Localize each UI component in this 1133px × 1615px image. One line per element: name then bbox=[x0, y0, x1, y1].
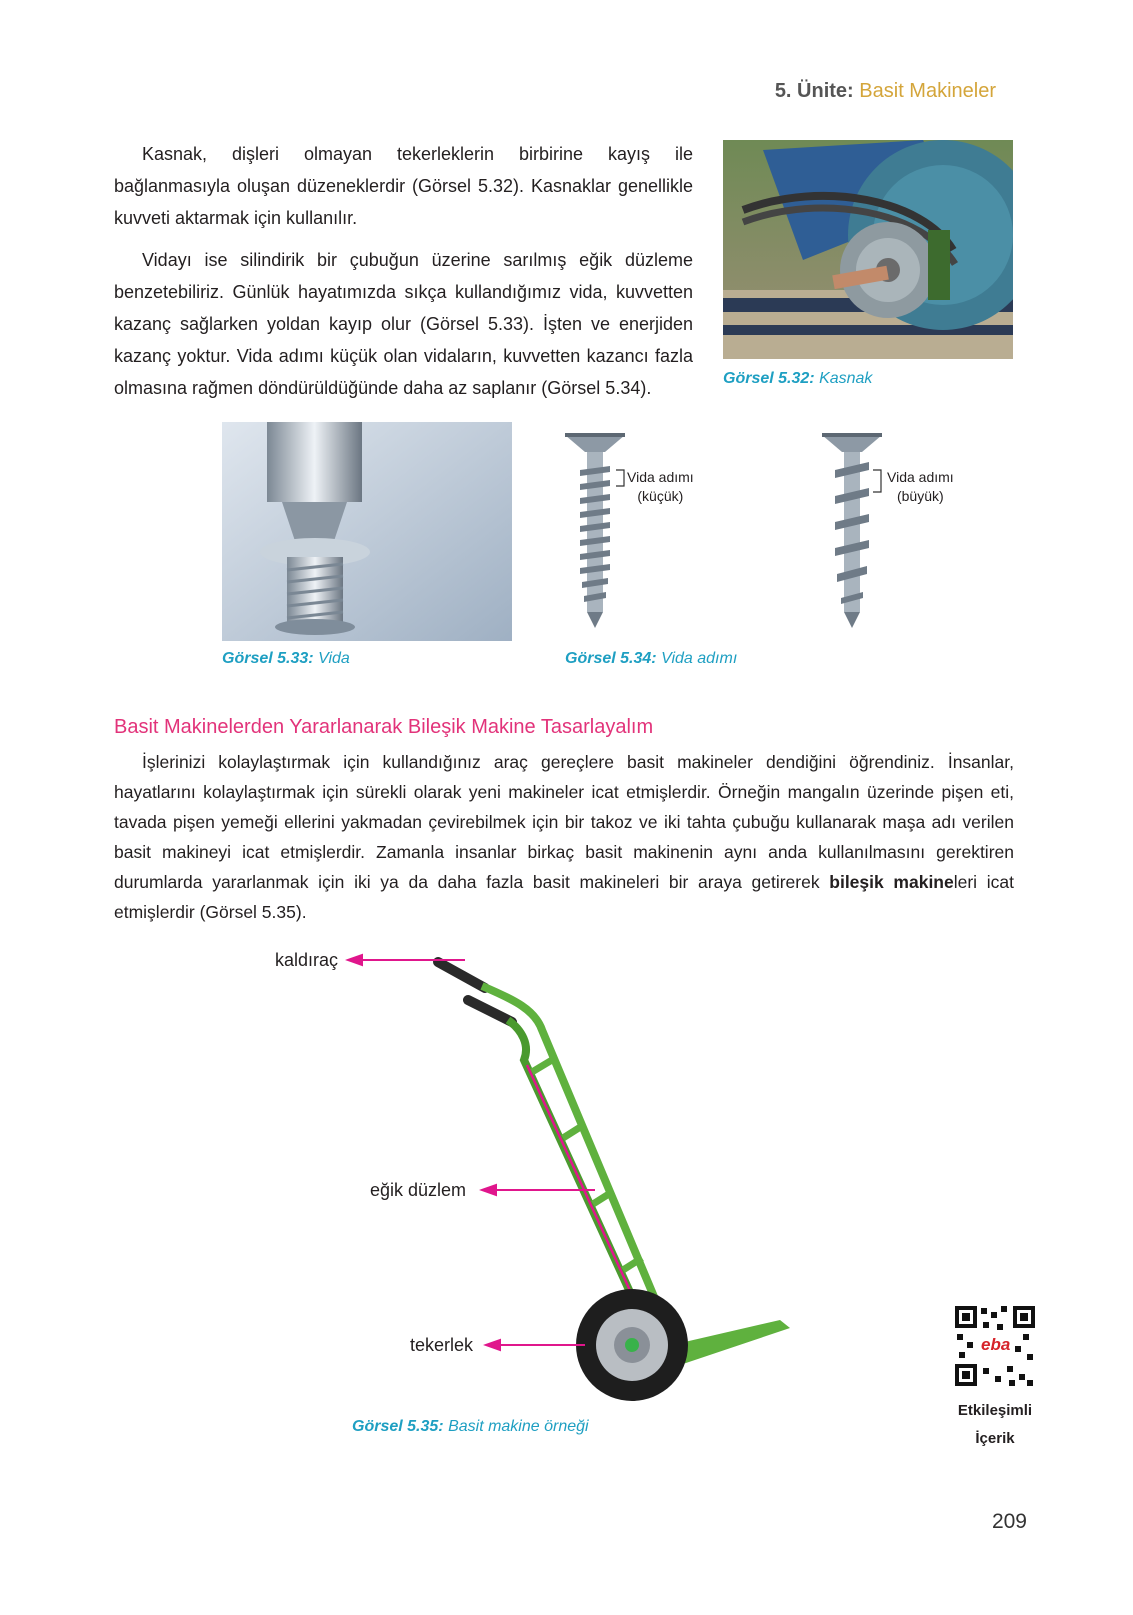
unit-topic: Basit Makineler bbox=[859, 80, 996, 102]
figure-532-title: Kasnak bbox=[819, 370, 873, 387]
small-pitch-line1: Vida adımı bbox=[627, 469, 694, 485]
section-body-text: İşlerinizi kolaylaştırmak için kullandığınız araç gereçlere basit makineler dendiğini öğrendiniz. İnsanlar, hayatlarını kolaylaştırmak için sürekli olarak yeni makineler icat etmişlerdir. Örneğin mangalın üzerinde pişen eti, tavada pişen yemeği ellerini yakmadan çevirebilmek için bir takoz ve iki tahta çubuğu kullanarak maşa adı verilen basit makineyi icat etmişlerdir. Zamanla insanlar birkaç basit makinenin aynı anda kullanılmasını gerektiren durumlarda yararlanmak için iki ya da daha fazla basit makineleri bir araya getirerek bbox=[114, 752, 1014, 892]
caption-figure-535 bbox=[352, 1418, 589, 1436]
section-body-tail: leri icat etmişlerdir (Görsel 5.35). bbox=[114, 872, 1014, 922]
large-pitch-line1: Vida adımı bbox=[887, 469, 954, 485]
label-wheel: tekerlek bbox=[410, 1335, 474, 1355]
pulley-photo bbox=[723, 140, 1013, 359]
small-pitch-line2: (küçük) bbox=[637, 488, 684, 504]
figure-533-title: Vida bbox=[318, 650, 350, 667]
caption-figure-533 bbox=[222, 650, 350, 668]
hand-truck-illustration bbox=[250, 950, 810, 1430]
caption-figure-534 bbox=[565, 650, 737, 668]
figure-535-title: Basit makine örneği bbox=[448, 1418, 589, 1435]
qr-caption-line1: Etkileşimli bbox=[957, 1402, 1033, 1419]
page-number: 209 bbox=[991, 1510, 1027, 1533]
label-lever: kaldıraç bbox=[275, 950, 339, 970]
figure-532-number: Görsel 5.32: bbox=[723, 370, 815, 387]
eba-logo: eba bbox=[981, 1335, 1011, 1354]
qr-caption-line2: İçerik bbox=[975, 1430, 1015, 1447]
section-body-bold: bileşik makine bbox=[829, 872, 954, 892]
paragraph-pulley: Kasnak, dişleri olmayan tekerleklerin birbirine kayış ile bağlanmasıyla oluşan düzeneklerdir (Görsel 5.32). Kasnaklar genellikle kuvveti aktarmak için kullanılır. bbox=[114, 144, 693, 228]
large-pitch-line2: (büyük) bbox=[896, 488, 944, 504]
figure-534-title: Vida adımı bbox=[661, 650, 738, 667]
small-pitch-label bbox=[627, 468, 694, 506]
large-pitch-label bbox=[887, 468, 954, 506]
figure-533-number: Görsel 5.33: bbox=[222, 650, 314, 667]
screw-small-pitch bbox=[560, 430, 660, 630]
qr-caption bbox=[950, 1397, 1040, 1453]
paragraph-screw: Vidayı ise silindirik bir çubuğun üzerine sarılmış eğik düzleme benzetebiliriz. Günlük hayatımızda sıkça kullandığımız vida, kuvvetten kazanç sağlarken yoldan kayıp olur (Görsel 5.33). İşten ve enerjiden kazanç yoktur. Vida adımı küçük olan vidaların, kuvvetten kazancı fazla olmasına rağmen döndürüldüğünde daha az saplanır (Görsel 5.34). bbox=[114, 250, 693, 398]
screw-photo bbox=[222, 422, 512, 641]
section-body bbox=[114, 747, 1014, 927]
figure-534-number: Görsel 5.34: bbox=[565, 650, 657, 667]
figure-535-number: Görsel 5.35: bbox=[352, 1418, 444, 1435]
screw-large-pitch bbox=[817, 430, 917, 630]
qr-code[interactable] bbox=[953, 1304, 1037, 1388]
caption-figure-532 bbox=[723, 370, 872, 388]
running-header bbox=[775, 80, 996, 103]
label-inclined-plane: eğik düzlem bbox=[370, 1180, 467, 1200]
unit-label: 5. Ünite: bbox=[774, 80, 854, 102]
section-title: Basit Makinelerden Yararlanarak Bileşik Makine Tasarlayalım bbox=[114, 716, 654, 738]
